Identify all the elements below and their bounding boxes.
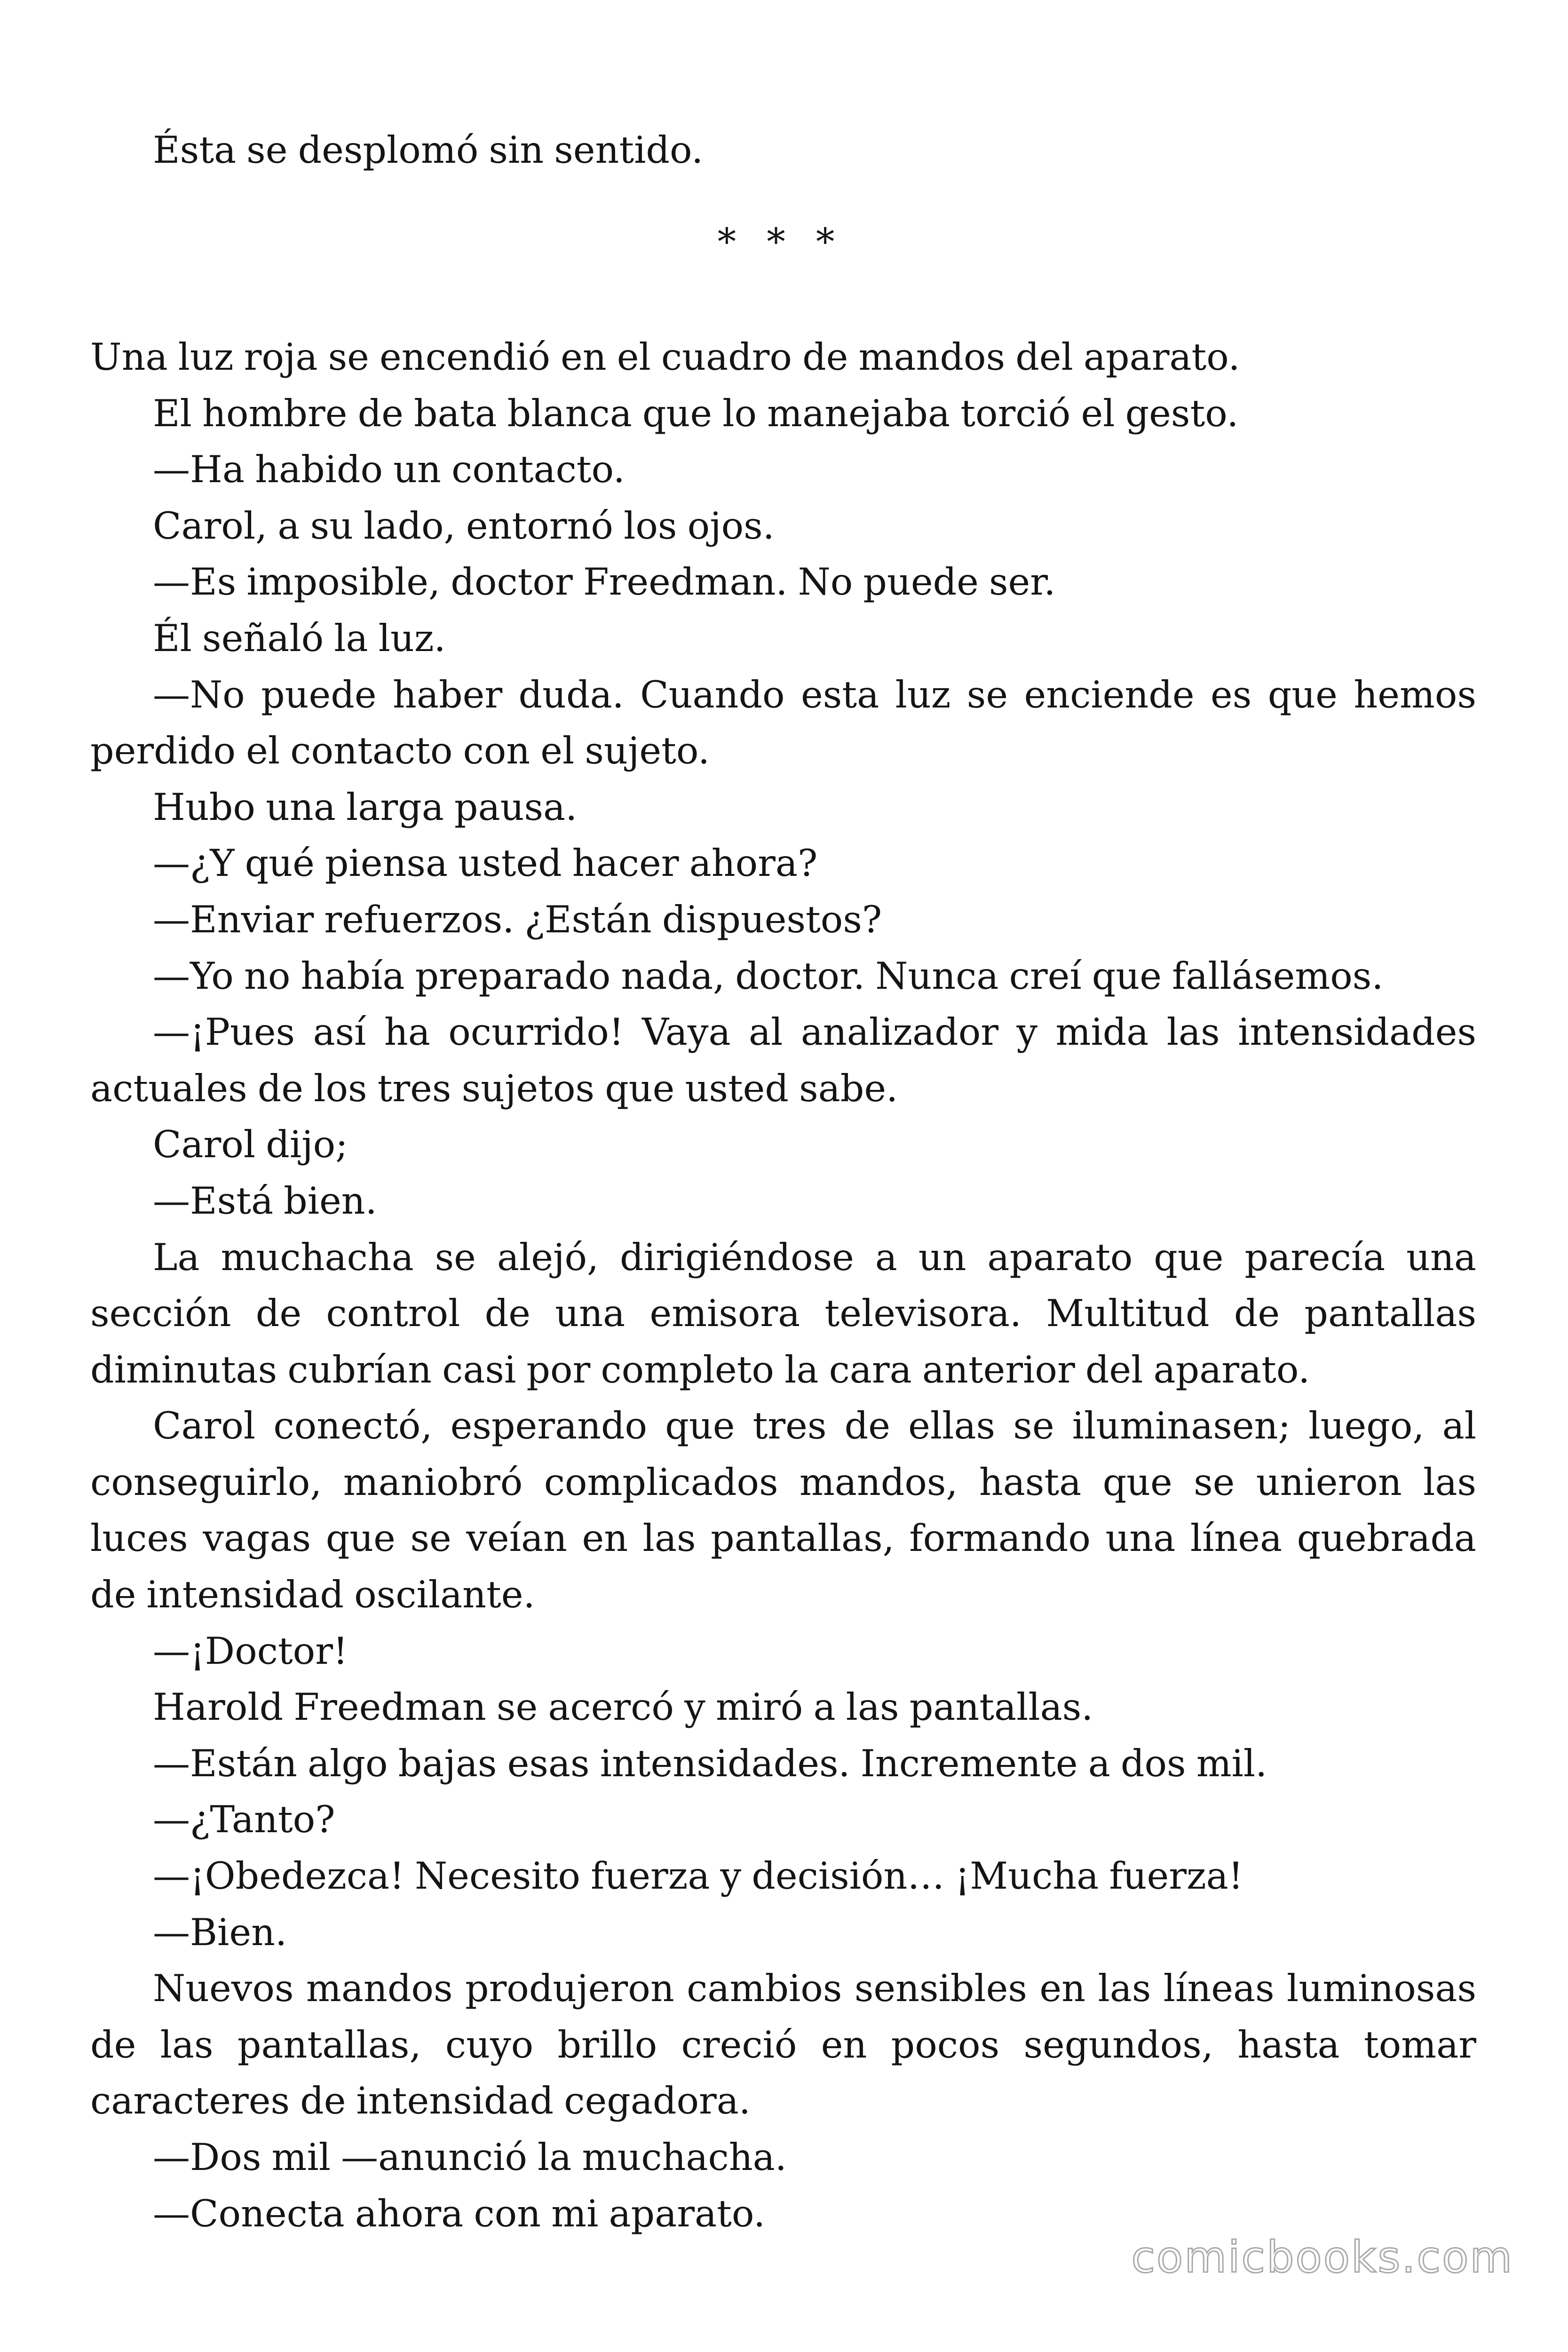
main-text	[90, 329, 1476, 2242]
paragraph: —Está bien.	[153, 1179, 377, 1223]
paragraph: —Dos mil —anunció la muchacha.	[153, 2136, 787, 2179]
paragraph: Harold Freedman se acercó y miró a las pantallas.	[153, 1685, 1093, 1729]
opening-paragraph: Ésta se desplomó sin sentido.	[153, 128, 704, 172]
paragraph: Carol conectó, esperando que tres de ellas se iluminasen; luego, al conseguirlo, maniobró complicados mandos, hasta que se unieron las luces vagas que se veían en las pantallas, formando una línea quebrada de intensidad oscilante.	[90, 1404, 1476, 1617]
paragraph: —¿Tanto?	[153, 1798, 335, 1842]
paragraph: Carol dijo;	[153, 1123, 348, 1167]
paragraph: —Están algo bajas esas intensidades. Incremente a dos mil.	[153, 1741, 1267, 1785]
paragraph: El hombre de bata blanca que lo manejaba torció el gesto.	[153, 391, 1239, 435]
paragraph: —Ha habido un contacto.	[153, 448, 625, 492]
paragraph: —Enviar refuerzos. ¿Están dispuestos?	[153, 898, 882, 941]
paragraph: —¡Obedezca! Necesito fuerza y decisión… ¡Mucha fuerza!	[153, 1854, 1243, 1898]
paragraph: —Yo no había preparado nada, doctor. Nunca creí que fallásemos.	[153, 954, 1384, 998]
paragraph: —No puede haber duda. Cuando esta luz se enciende es que hemos perdido el contacto con el sujeto.	[90, 673, 1476, 773]
paragraph: Una luz roja se encendió en el cuadro de mandos del aparato.	[90, 335, 1240, 379]
paragraph: —Conecta ahora con mi aparato.	[153, 2192, 766, 2235]
paragraph: —¡Doctor!	[153, 1629, 348, 1673]
paragraph: —¿Y qué piensa usted hacer ahora?	[153, 842, 818, 885]
scene-break: * * *	[717, 220, 844, 263]
paragraph: Carol, a su lado, entornó los ojos.	[153, 504, 775, 548]
paragraph: La muchacha se alejó, dirigiéndose a un aparato que parecía una sección de control de una emisora televisora. Multitud de pantallas diminutas cubrían casi por completo la cara anterior del aparato.	[90, 1235, 1476, 1391]
opening-block	[90, 122, 1476, 179]
paragraph: —Bien.	[153, 1910, 287, 1954]
paragraph: Él señaló la luz.	[153, 616, 446, 660]
paragraph: —¡Pues así ha ocurrido! Vaya al analizador y mida las intensidades actuales de los tres sujetos que usted sabe.	[90, 1010, 1476, 1110]
watermark-logo: comicbooks.com	[1131, 2232, 1513, 2282]
paragraph: —Es imposible, doctor Freedman. No puede ser.	[153, 560, 1056, 604]
paragraph: Nuevos mandos produjeron cambios sensibles en las líneas luminosas de las pantallas, cuyo brillo creció en pocos segundos, hasta tomar caracteres de intensidad cegadora.	[90, 1967, 1476, 2123]
paragraph: Hubo una larga pausa.	[153, 785, 578, 829]
